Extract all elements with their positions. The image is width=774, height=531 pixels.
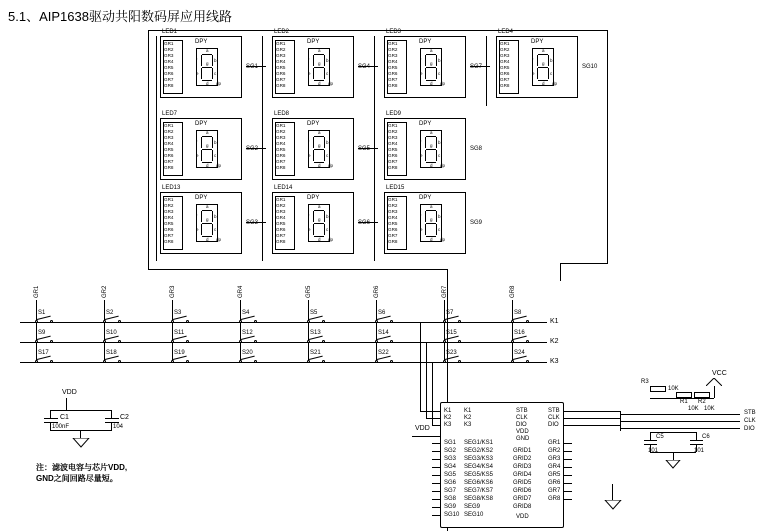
key-row-label-k3: K3 xyxy=(550,358,559,365)
key-col-1 xyxy=(36,300,37,362)
led-ref: LED8 xyxy=(274,111,290,117)
led-part: DPY xyxy=(195,121,208,127)
ic-pin-sg10: SG10 xyxy=(444,512,460,518)
key-row-label-k2: K2 xyxy=(550,338,559,345)
key-row-label-k1: K1 xyxy=(550,318,559,325)
ic-aip1638 xyxy=(440,402,564,528)
frame-bottom xyxy=(148,269,448,270)
ic-pin-stb: STB xyxy=(548,408,560,414)
ic-inner-vdd: VDD xyxy=(516,429,529,435)
dio-label: DIO xyxy=(744,426,755,432)
schematic-page: 5.1、AIP1638驱动共阳数码屏应用线路 LED1 DPY GR1 GR2 GR3 GR4 GR5 GR6 GR7 GR8 a b c d e f g dp SG1 LED2 DPY GR1 GR2 GR3 GR4 GR5 GR6 GR7 GR8 a b c d e f g dp SG4 LED3 DPY GR1 GR2 GR3 GR4 GR5 GR6 GR7 GR8 a b c d e f g dp SG7 LED4 DPY GR1 GR2 GR3 GR4 GR5 GR6 GR7 GR8 a b c d e f g dp SG10 LED7 DPY GR1 GR2 GR3 GR4 GR5 GR6 GR7 GR8 a b c d e f g dp SG2 LED8 DPY GR1 GR2 GR3 GR4 GR5 GR6 GR7 GR8 a b c d e f g dp SG5 LED9 DPY GR1 GR2 GR3 GR4 GR5 GR6 GR7 GR8 a b c d e f g dp SG8 LED13 DPY GR1 GR2 GR3 GR4 GR5 GR6 GR7 GR8 a b c d e f g dp SG3 LED14 DPY GR1 GR2 GR3 GR4 GR5 GR6 GR7 GR8 a b c d e f g dp SG6 LED15 DPY GR1 GR2 GR3 GR4 GR5 GR6 GR7 GR8 a b c d e f g dp SG9 GR1 GR2 GR3 GR4 GR5 GR6 GR7 GR8 K1 K2 K3 S1 S2 S3 S4 S5 S6 S7 S8 S9 S10 S11 S12 S13 S14 S15 S16 S17 S18 S19 S20 S21 S22 S23 S24 VDD C1 100nF C2 104 注：滤波电容与芯片VDD, GND之间回路尽量短。 K1 K2 K3 SG1 SG2 SG3 SG4 SG5 SG6 SG7 SG8 SG9 SG10 K1 K2 K3 SEG1/KS1 SEG2/KS2 SEG3/KS3 SEG4/KS4 SEG5/KS5 SEG6/KS6 SEG7/KS7 SEG8/KS8 SEG9 SEG10 STB CLK DIO VDD GND GRID1 GRID2 GRID3 GRID4 GRID5 GRID6 GRID7 GRID8 VDD STB CLK DIO GR1 GR2 GR3 GR4 GR5 GR6 GR7 GR8 VDD VCC R3 10K R1 R2 10K 10K STB CLK DIO C5 C6 101 101 xyxy=(0,0,774,531)
resistor-r3 xyxy=(650,386,666,392)
r3-value: 10K xyxy=(668,386,679,392)
seg-bus-label: SG2 xyxy=(246,146,259,152)
ic-inner-seg6: SEG6/KS6 xyxy=(464,480,494,486)
ic-inner-dio: DIO xyxy=(516,422,527,428)
switch-label: S16 xyxy=(514,330,525,336)
vdd-label-ic: VDD xyxy=(415,425,430,432)
cap-gnd-lead xyxy=(80,430,81,438)
frame-right xyxy=(607,30,608,263)
key-col-2 xyxy=(104,300,105,362)
led-part: DPY xyxy=(307,121,320,127)
ic-pin-sg1: SG1 xyxy=(444,440,457,446)
switch-label: S11 xyxy=(174,330,185,336)
cap-top-rail xyxy=(50,410,112,411)
ic-inner-vdd2: VDD xyxy=(516,514,529,520)
key-row-3 xyxy=(20,362,547,363)
stb-wire xyxy=(620,414,740,415)
dio-wire xyxy=(620,428,740,429)
resistor-r2 xyxy=(694,392,710,398)
led-part: DPY xyxy=(531,39,544,45)
c6-value: 101 xyxy=(694,448,705,454)
led-part: DPY xyxy=(307,195,320,201)
ic-pin-k1: K1 xyxy=(444,408,452,414)
seg-bus-label: SG9 xyxy=(470,220,483,226)
led-part: DPY xyxy=(419,195,432,201)
seg-bus-label: SG10 xyxy=(582,64,598,70)
ic-inner-seg2: SEG2/KS2 xyxy=(464,448,494,454)
switch-label: S1 xyxy=(38,310,46,316)
key-col-6 xyxy=(376,300,377,362)
switch-label: S9 xyxy=(38,330,46,336)
c1-ref: C1 xyxy=(60,414,69,421)
switch-label: S3 xyxy=(174,310,182,316)
switch-label: S17 xyxy=(38,350,49,356)
ground-symbol-right xyxy=(665,460,681,469)
seg-b xyxy=(212,55,213,66)
frame-top xyxy=(148,30,608,31)
seg-bus-label: SG4 xyxy=(358,64,371,70)
ground-symbol-ic xyxy=(604,500,622,510)
seg-c xyxy=(212,68,213,79)
switch-label: S18 xyxy=(106,350,117,356)
note-line-2: GND之间回路尽量短。 xyxy=(36,474,118,483)
ic-inner-grid1: GRID1 xyxy=(513,448,532,454)
ic-inner-k1: K1 xyxy=(464,408,472,414)
k1-bus xyxy=(420,322,421,412)
r1-value: 10K xyxy=(688,406,699,412)
k3-bus xyxy=(432,362,433,426)
clk-label: CLK xyxy=(744,418,756,424)
vdd-label-cap: VDD xyxy=(62,389,77,396)
r2-ref: R2 xyxy=(698,399,706,405)
ic-pin-gr7: GR7 xyxy=(548,488,561,494)
ic-pin-gr8: GR8 xyxy=(548,496,561,502)
ic-pin-k3: K3 xyxy=(444,422,452,428)
col-bus-4 xyxy=(486,36,487,106)
ic-inner-k3: K3 xyxy=(464,422,472,428)
led-part: DPY xyxy=(307,39,320,45)
ic-pin-dio: DIO xyxy=(548,422,559,428)
switch-label: S20 xyxy=(242,350,253,356)
ic-inner-seg10: SEG10 xyxy=(464,512,484,518)
ic-inner-seg9: SEG9 xyxy=(464,504,481,510)
ic-pin-gr1: GR1 xyxy=(548,440,561,446)
key-row-2 xyxy=(20,342,547,343)
switch-label: S24 xyxy=(514,350,525,356)
ic-inner-clk: CLK xyxy=(516,415,528,421)
k2-bus xyxy=(426,342,427,419)
c6-ref: C6 xyxy=(702,434,710,440)
ic-pin-clk: CLK xyxy=(548,415,560,421)
c5-ref: C5 xyxy=(656,434,664,440)
switch-label: S23 xyxy=(446,350,457,356)
ic-pin-gr2: GR2 xyxy=(548,448,561,454)
frame-left xyxy=(148,30,149,270)
ic-inner-seg3: SEG3/KS3 xyxy=(464,456,494,462)
r2-value: 10K xyxy=(704,406,715,412)
switch-label: S10 xyxy=(106,330,117,336)
c5-value: 101 xyxy=(648,448,659,454)
switch-label: S15 xyxy=(446,330,457,336)
seg-bus-label: SG8 xyxy=(470,146,483,152)
switch-label: S22 xyxy=(378,350,389,356)
seg-bus-label: SG6 xyxy=(358,220,371,226)
led-ref: LED13 xyxy=(162,185,181,191)
ic-pin-sg4: SG4 xyxy=(444,464,457,470)
ic-inner-k2: K2 xyxy=(464,415,472,421)
seg-bus-label: SG1 xyxy=(246,64,259,70)
ic-pin-sg5: SG5 xyxy=(444,472,457,478)
c1-lead xyxy=(50,410,51,418)
right-bus-vert xyxy=(620,411,621,431)
switch-label: S8 xyxy=(514,310,522,316)
key-col-7 xyxy=(444,300,445,362)
ic-pin-gr6: GR6 xyxy=(548,480,561,486)
ic-inner-grid4: GRID4 xyxy=(513,472,532,478)
led-part: DPY xyxy=(195,39,208,45)
ic-inner-grid6: GRID6 xyxy=(513,488,532,494)
stb-label: STB xyxy=(744,410,756,416)
switch-label: S6 xyxy=(378,310,386,316)
led-ref: LED4 xyxy=(498,29,514,35)
ic-pin-sg6: SG6 xyxy=(444,480,457,486)
led-part: DPY xyxy=(419,39,432,45)
ic-inner-stb: STB xyxy=(516,408,528,414)
seg-e xyxy=(201,68,202,79)
led-ref: LED1 xyxy=(162,29,178,35)
switch-label: S7 xyxy=(446,310,454,316)
led-ref: LED14 xyxy=(274,185,293,191)
seg-bus-label: SG5 xyxy=(358,146,371,152)
key-row-1 xyxy=(20,322,547,323)
vcc-label: VCC xyxy=(712,370,727,377)
frame-right-stub xyxy=(560,263,608,264)
ic-pin-sg3: SG3 xyxy=(444,456,457,462)
ic-pin-sg8: SG8 xyxy=(444,496,457,502)
cap-bottom-rail xyxy=(50,430,112,431)
ic-inner-grid3: GRID3 xyxy=(513,464,532,470)
ic-pin-gr5: GR5 xyxy=(548,472,561,478)
ic-inner-grid7: GRID7 xyxy=(513,496,532,502)
led-ref: LED15 xyxy=(386,185,405,191)
key-col-3 xyxy=(172,300,173,362)
page-title: 5.1、AIP1638驱动共阳数码屏应用线路 xyxy=(8,9,232,24)
switch-label: S4 xyxy=(242,310,250,316)
ic-inner-seg1: SEG1/KS1 xyxy=(464,440,494,446)
switch-label: S14 xyxy=(378,330,389,336)
led-ref: LED3 xyxy=(386,29,402,35)
key-col-5 xyxy=(308,300,309,362)
led-ref: LED2 xyxy=(274,29,290,35)
ic-pin-gr4: GR4 xyxy=(548,464,561,470)
r1-ref: R1 xyxy=(680,399,688,405)
led-part: DPY xyxy=(419,121,432,127)
resistor-r1 xyxy=(676,392,692,398)
led-part: DPY xyxy=(195,195,208,201)
seg-f xyxy=(201,55,202,66)
ic-inner-seg5: SEG5/KS5 xyxy=(464,472,494,478)
col-bus-1 xyxy=(156,36,157,261)
ic-pin-sg7: SG7 xyxy=(444,488,457,494)
seg-bus-label: SG7 xyxy=(470,64,483,70)
ic-pin-k2: K2 xyxy=(444,415,452,421)
key-col-4 xyxy=(240,300,241,362)
ic-inner-grid2: GRID2 xyxy=(513,456,532,462)
vdd-drop xyxy=(66,398,67,410)
ic-pin-gr3: GR3 xyxy=(548,456,561,462)
frame-right-stub2 xyxy=(560,263,561,281)
ic-pin-sg9: SG9 xyxy=(444,504,457,510)
vdd-ic-wire xyxy=(412,436,440,437)
ground-symbol-cap xyxy=(72,438,90,448)
c1-value: 100nF xyxy=(52,424,70,430)
switch-label: S21 xyxy=(310,350,321,356)
ic-pin-sg2: SG2 xyxy=(444,448,457,454)
led-ref: LED7 xyxy=(162,111,178,117)
ic-inner-gnd: GND xyxy=(516,436,530,442)
seg-bus-label: SG3 xyxy=(246,220,259,226)
led-ref: LED9 xyxy=(386,111,402,117)
switch-label: S2 xyxy=(106,310,114,316)
key-col-8 xyxy=(512,300,513,362)
vcc-symbol xyxy=(706,378,722,386)
ic-inner-seg7: SEG7/KS7 xyxy=(464,488,494,494)
switch-label: S12 xyxy=(242,330,253,336)
note-line-1: 注：滤波电容与芯片VDD, xyxy=(36,463,128,472)
seg-a xyxy=(202,54,212,55)
c2-value: 104 xyxy=(113,424,124,430)
c2-ref: C2 xyxy=(120,414,129,421)
ic-inner-grid5: GRID5 xyxy=(513,480,532,486)
switch-label: S5 xyxy=(310,310,318,316)
switch-label: S19 xyxy=(174,350,185,356)
r3-ref: R3 xyxy=(641,379,649,385)
ic-inner-seg8: SEG8/KS8 xyxy=(464,496,494,502)
seg-g xyxy=(202,67,212,68)
c2-lead xyxy=(111,410,112,418)
ic-inner-grid8: GRID8 xyxy=(513,504,532,510)
clk-wire xyxy=(620,421,740,422)
switch-label: S13 xyxy=(310,330,321,336)
ic-inner-seg4: SEG4/KS4 xyxy=(464,464,494,470)
